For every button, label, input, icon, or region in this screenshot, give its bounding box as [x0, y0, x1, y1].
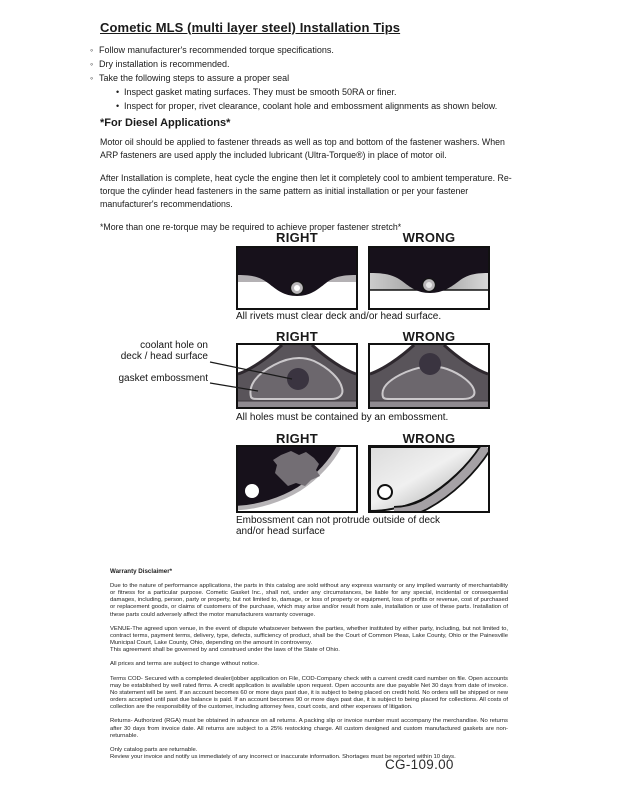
right-label: RIGHT — [276, 230, 318, 245]
bolt-hole-icon — [378, 485, 392, 499]
diesel-paragraph-3: *More than one re-torque may be required to achieve proper fastener stretch* — [100, 222, 402, 232]
tip-item: ◦ Dry installation is recommended. — [90, 57, 522, 71]
page-title: Cometic MLS (multi layer steel) Installation Tips — [100, 20, 401, 35]
rivet-clearance-right-diagram — [236, 246, 358, 310]
row1-caption: All rivets must clear deck and/or head surface. — [236, 311, 442, 322]
embossment-protrusion-wrong-diagram — [368, 445, 490, 513]
warranty-heading: Warranty Disclaimer* — [110, 568, 173, 575]
wrong-label: WRONG — [402, 230, 456, 245]
diesel-paragraph-2: After Installation is complete, heat cycle the engine then let it completely cool to ambient temperature. Re-torque the cylinder head fasteners in the same pattern as initial installation or per your fastener manufacturer's recommendations. — [100, 173, 512, 209]
tip-sub-item: • Inspect gasket mating surfaces. They must be smooth 50RA or finer. — [116, 85, 522, 99]
embossment-protrusion-right-diagram — [236, 445, 358, 513]
tip-sub-item: • Inspect for proper, rivet clearance, coolant hole and embossment alignments as shown below. — [116, 99, 522, 113]
page-number: CG-109.00 — [385, 757, 454, 772]
coolant-hole-icon — [419, 353, 441, 375]
right-label: RIGHT — [276, 431, 318, 446]
embossment-containment-right-diagram — [236, 343, 358, 409]
gasket-embossment-annotation: gasket embossment — [118, 373, 208, 384]
diesel-paragraph-1: Motor oil should be applied to fastener threads as well as top and bottom of the fastener washers. When ARP fasteners are used apply the included lubricant (Ultra-Torque®) in place of motor oil. — [100, 137, 505, 160]
row3-caption: Embossment can not protrude outside of deck and/or head surface — [236, 515, 441, 537]
diesel-heading: *For Diesel Applications* — [100, 117, 231, 129]
installation-tips-section — [90, 20, 522, 113]
coolant-hole-icon — [287, 368, 309, 390]
embossment-containment-wrong-diagram — [368, 343, 490, 409]
row2-caption: All holes must be contained by an embossment. — [236, 412, 449, 423]
tip-item: ◦ Take the following steps to assure a proper seal — [90, 71, 522, 85]
rivet-clearance-wrong-diagram — [368, 246, 490, 310]
bolt-hole-icon — [245, 484, 259, 498]
wrong-label: WRONG — [402, 329, 456, 344]
wrong-label: WRONG — [402, 431, 456, 446]
warranty-paragraph: Only catalog parts are returnable. Review your invoice and notify us immediately of any incorrect or inaccurate information. Shortages must be reported within 10 days. — [110, 746, 456, 760]
tip-item: ◦ Follow manufacturer's recommended torque specifications. — [90, 43, 522, 57]
warranty-paragraph: Terms COD- Secured with a completed dealer/jobber application on File, COD-Company check with a current credit card number on file. Open accounts may be established by well rated firms. A credit application is available upon request. Open accounts are due payable Net 30 days from date of invoice. No statement will be sent. If an account becomes 60 or more days past due, it is subject to being placed on credit hold. No orders will be shipped or new orders accepted until past due balance is paid. If an account becomes 90 or more days past due, it is subject to being placed for collections. All costs of collection are the responsibility of the customer, including attorney fees, court costs, and other expenses of litigation. — [110, 675, 508, 711]
right-label: RIGHT — [276, 329, 318, 344]
warranty-paragraph: Due to the nature of performance applications, the parts in this catalog are sold without any express warranty or any implied warranty of merchantability or fitness for a particular purpose. Cometic Gasket Inc., shall not, under any circumstances, be liable for any special, incidental or consequential damages, including, person, party or property, but not limited to, damage, or loss of property or equipment, loss of profits or revenue, cost of purchased or replacement goods, or claims of customers of the purchase, which may arise and/or result from sale, installation or use of these parts. Installation of these parts could adversely affect the motor manufacturers warranty coverage. — [110, 583, 508, 618]
diesel-applications-section — [100, 116, 520, 244]
warranty-paragraph: VENUE-The agreed upon venue, in the event of dispute whatsoever between the parties, whether instituted by either party, including, but not limited to, contract terms, payment terms, delivery, type, defects, sufficiency of product, shall be the Court of Common Pleas, Lake County, Ohio or the Painesville Municipal Court, Lake County, Ohio, depending on the amount in controversy. This agreement shall be governed by and construed under the laws of the State of Ohio. — [110, 625, 508, 654]
warranty-paragraph: Returns- Authorized (RGA) must be obtained in advance on all returns. A packing slip or invoice number must accompany the merchandise. No returns after 30 days from invoice date. All returns are subject to a 25% restocking charge. All custom designed and custom manufactured gaskets are non-returnable. — [110, 718, 508, 739]
warranty-disclaimer-section — [110, 568, 508, 768]
coolant-hole-annotation: coolant hole on deck / head surface — [120, 340, 208, 362]
warranty-paragraph: All prices and terms are subject to change without notice. — [110, 661, 259, 668]
tips-list — [90, 43, 522, 113]
